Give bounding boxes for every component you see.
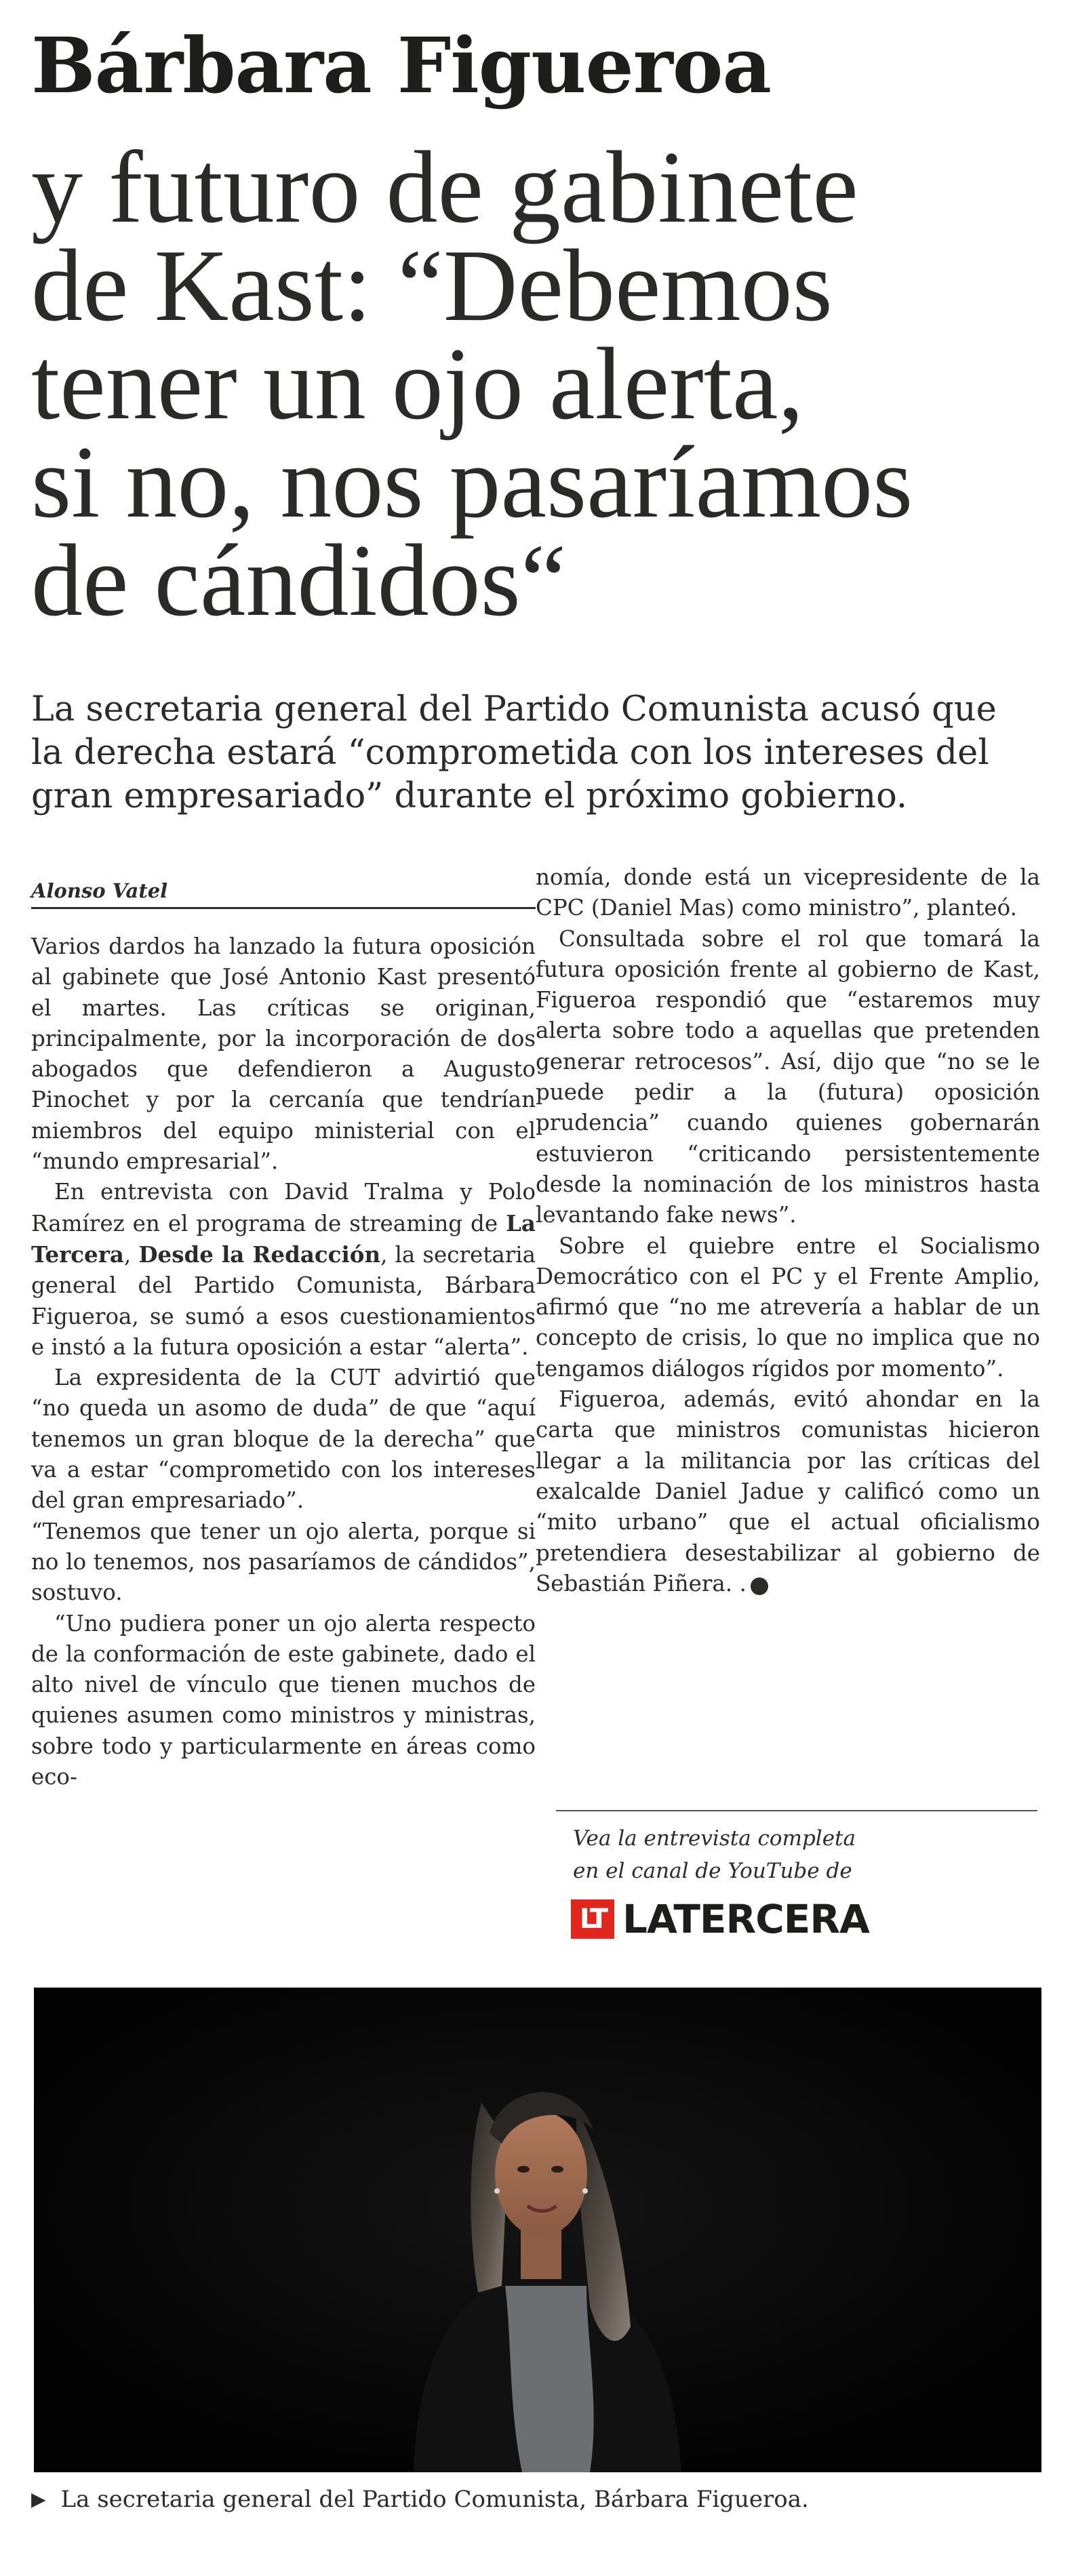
logo-mark-text: LT (579, 1904, 606, 1935)
portrait-illustration (34, 1988, 1041, 2472)
promo-line-2: en el canal de YouTube de (573, 1859, 852, 1883)
headline-line-3: tener un ojo alerta, (31, 327, 804, 441)
body-paragraph (536, 1384, 1040, 1599)
video-promo-text (573, 1822, 1034, 1887)
publication-name: La Tercera (31, 1209, 536, 1268)
body-text: Figueroa, además, evitó ahondar en la carta que ministros comunistas hicieron llegar a la militancia por las críticas del exalcalde Daniel Jadue y calificó como un “mito urbano” que el actual oficialismo pretendiera desestabilizar al gobierno de Sebastián Piñera. . (536, 1386, 1040, 1596)
body-column-right (536, 862, 1040, 1599)
promo-line-1: Vea la entrevista completa (573, 1826, 856, 1851)
body-column-left (31, 931, 536, 1792)
headline-name: Bárbara Figueroa (31, 22, 772, 110)
body-paragraph: “Uno pudiera poner un ojo alerta respecto de la conformación de este gabinete, dado el alto nivel de vínculo que tienen muchos de quienes asumen como ministros y ministras, sobre todo y particularmente en áreas como eco- (31, 1610, 536, 1790)
article-end-mark-icon: B (751, 1577, 768, 1595)
headline-line-4: si no, nos pasaríamos (31, 425, 913, 539)
caption-text: La secretaria general del Partido Comunista, Bárbara Figueroa. (60, 2486, 809, 2513)
body-text: , la secretaria general del Partido Comunista, Bárbara Figueroa, se sumó a esos cuestionamientos e instó a la futura oposición a estar “alerta”. (31, 1241, 536, 1360)
byline-rule (31, 907, 536, 909)
headline-line-1: y futuro de gabinete (31, 130, 858, 244)
article-deck: La secretaria general del Partido Comunista acusó que la derecha estará “comprometida con los intereses del gran empresariado” durante el próximo gobierno. (31, 689, 997, 816)
body-paragraph: nomía, donde está un vicepresidente de la CPC (Daniel Mas) como ministro”, planteó. (536, 864, 1040, 921)
byline-author: Alonso Vatel (31, 879, 168, 902)
program-name: Desde la Redacción (138, 1241, 381, 1268)
caption-arrow-icon: ▶ (31, 2488, 46, 2510)
body-paragraph (31, 1177, 536, 1363)
body-text: , (123, 1241, 139, 1268)
body-paragraph: Sobre el quiebre entre el Socialismo Democrático con el PC y el Frente Amplio, afirmó que “no me atrevería a hablar de un concepto de crisis, lo que no implica que no tengamos diálogos rígidos por momento”. (536, 1232, 1040, 1382)
la-tercera-logo-mark[interactable] (571, 1899, 614, 1939)
photo-caption (31, 2484, 809, 2514)
body-paragraph: Varios dardos ha lanzado la futura oposición al gabinete que José Antonio Kast presentó el martes. Las críticas se originan, principalmente, por la incorporación de dos abogados que defendieron a Augusto Pinochet y por la cercanía que tendrían miembros del equipo ministerial con el “mundo empresarial”. (31, 933, 536, 1175)
headline-line-2: de Kast: “Debemos (31, 228, 833, 342)
person-earring-right (582, 2188, 588, 2194)
la-tercera-logo-word[interactable]: LATERCERA (622, 1896, 869, 1942)
promo-rule (556, 1810, 1037, 1811)
headline-line-5: de cándidos“ (31, 523, 567, 637)
body-text: En entrevista con David Tralma y Polo Ramírez en el programa de streaming de (31, 1179, 536, 1236)
body-paragraph: La expresidenta de la CUT advirtió que “no queda un asomo de duda” de que “aquí tenemos un gran bloque de la derecha” que va a estar “comprometido con los intereses del gran empresariado”. (31, 1365, 536, 1514)
body-paragraph: “Tenemos que tener un ojo alerta, porque si no lo tenemos, nos pasaríamos de cándidos”, sostuvo. (31, 1518, 536, 1606)
body-paragraph: Consultada sobre el rol que tomará la futura oposición frente al gobierno de Kast, Figueroa respondió que “estaremos muy alerta sobre todo a aquellas que pretenden generar retrocesos”. Así, dijo que “no se le puede pedir a la (futura) oposición prudencia” cuando quienes gobernarán estuvieron “criticando persistentemente desde la nominación de los ministros hasta levantando fake news”. (536, 925, 1040, 1228)
person-eye-left (517, 2166, 530, 2173)
person-eye-right (551, 2166, 563, 2173)
person-earring-left (494, 2188, 500, 2194)
person-shirt (505, 2286, 594, 2472)
article-photo (34, 1988, 1041, 2472)
